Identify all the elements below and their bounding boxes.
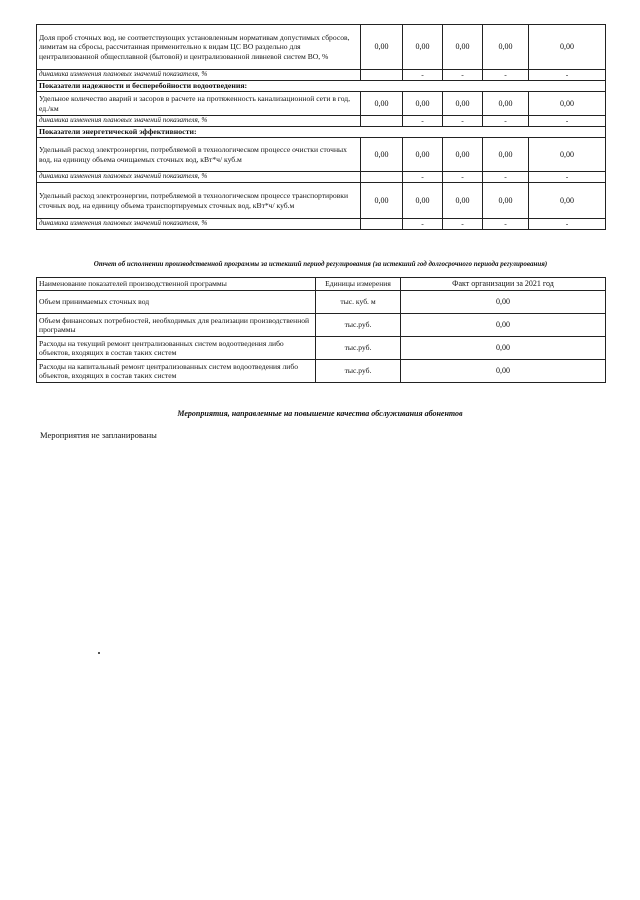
table-row (37, 172, 606, 183)
indicators-table (36, 24, 606, 230)
dynamics-value: - (483, 172, 529, 183)
dynamics-value: - (483, 116, 529, 127)
table-row (37, 314, 606, 337)
dynamics-value: - (529, 219, 606, 230)
dynamics-label: динамика изменения плановых значений показателя, % (37, 172, 361, 183)
dynamics-value (361, 172, 403, 183)
table-row (37, 25, 606, 70)
dynamics-value: - (443, 219, 483, 230)
report-row-name: Объем финансовых потребностей, необходимых для реализации производственной программы (37, 314, 316, 337)
dynamics-value: - (403, 116, 443, 127)
dynamics-value (361, 116, 403, 127)
indicator-value: 0,00 (443, 25, 483, 70)
dynamics-value (361, 70, 403, 81)
section-heading: Показатели энергетической эффективности: (37, 127, 606, 138)
indicator-value: 0,00 (443, 92, 483, 116)
indicator-value: 0,00 (529, 92, 606, 116)
table-row (37, 127, 606, 138)
table-row (37, 183, 606, 219)
indicator-value: 0,00 (443, 138, 483, 172)
indicator-value: 0,00 (361, 183, 403, 219)
indicator-value: 0,00 (403, 138, 443, 172)
report-row-value: 0,00 (401, 337, 606, 360)
table-row (37, 92, 606, 116)
dynamics-value: - (529, 172, 606, 183)
table-row (37, 81, 606, 92)
table-header-row (37, 278, 606, 291)
report-row-name: Расходы на капитальный ремонт централизованных систем водоотведения либо объектов, входящих в состав таких систем (37, 360, 316, 383)
report-title: Отчет об исполнении производственной программы за истекший период регулирования (за истекший год долгосрочного периода регулирования) (93, 260, 548, 268)
dynamics-label: динамика изменения плановых значений показателя, % (37, 116, 361, 127)
report-row-value: 0,00 (401, 360, 606, 383)
dynamics-value: - (403, 70, 443, 81)
dynamics-value: - (483, 219, 529, 230)
dynamics-value: - (529, 116, 606, 127)
dynamics-value: - (483, 70, 529, 81)
measures-title: Мероприятия, направленные на повышение качества обслуживания абонентов (177, 409, 463, 418)
dynamics-value (361, 219, 403, 230)
table-row (37, 219, 606, 230)
report-row-unit: тыс. куб. м (316, 291, 401, 314)
indicator-value: 0,00 (403, 25, 443, 70)
dynamics-value: - (443, 70, 483, 81)
indicator-label: Удельный расход электроэнергии, потребляемой в технологическом процессе транспортировки сточных вод, на единицу объема транспортируемых сточных вод, кВт*ч/ куб.м (37, 183, 361, 219)
report-table (36, 277, 606, 383)
indicator-value: 0,00 (403, 92, 443, 116)
dynamics-value: - (403, 219, 443, 230)
measures-text: Мероприятия не запланированы (40, 430, 157, 440)
indicator-value: 0,00 (361, 138, 403, 172)
dynamics-value: - (443, 172, 483, 183)
section-heading: Показатели надежности и бесперебойности водоотведения: (37, 81, 606, 92)
indicator-value: 0,00 (529, 25, 606, 70)
indicator-value: 0,00 (361, 25, 403, 70)
dynamics-value: - (443, 116, 483, 127)
dynamics-label: динамика изменения плановых значений показателя, % (37, 219, 361, 230)
indicator-value: 0,00 (483, 183, 529, 219)
report-row-name: Объем принимаемых сточных вод (37, 291, 316, 314)
indicator-value: 0,00 (361, 92, 403, 116)
indicator-value: 0,00 (529, 138, 606, 172)
table-row (37, 70, 606, 81)
dynamics-label: динамика изменения плановых значений показателя, % (37, 70, 361, 81)
report-row-unit: тыс.руб. (316, 337, 401, 360)
dynamics-value: - (403, 172, 443, 183)
report-row-name: Расходы на текущий ремонт централизованных систем водоотведения либо объектов, входящих в состав таких систем (37, 337, 316, 360)
indicator-value: 0,00 (483, 92, 529, 116)
column-header-fact: Факт организации за 2021 год (401, 278, 606, 291)
table-row (37, 138, 606, 172)
table-row (37, 337, 606, 360)
table-row (37, 360, 606, 383)
report-row-unit: тыс.руб. (316, 360, 401, 383)
indicator-label: Доля проб сточных вод, не соответствующих установленным нормативам допустимых сбросов, лимитам на сбросы, рассчитанная применительно к видам ЦС ВО раздельно для централизованной общесплавной (бытовой) и централизованной ливневой систем ВО, % (37, 25, 361, 70)
indicator-value: 0,00 (443, 183, 483, 219)
report-row-value: 0,00 (401, 291, 606, 314)
scan-speck (98, 652, 100, 654)
indicator-label: Удельный расход электроэнергии, потребляемой в технологическом процессе очистки сточных вод, на единицу объема очищаемых сточных вод, кВт*ч/ куб.м (37, 138, 361, 172)
indicator-value: 0,00 (483, 25, 529, 70)
column-header-name: Наименование показателей производственной программы (37, 278, 316, 291)
table-row (37, 291, 606, 314)
indicator-value: 0,00 (483, 138, 529, 172)
indicator-label: Удельное количество аварий и засоров в расчете на протяженность канализационной сети в год, ед./км (37, 92, 361, 116)
dynamics-value: - (529, 70, 606, 81)
column-header-unit: Единицы измерения (316, 278, 401, 291)
report-row-value: 0,00 (401, 314, 606, 337)
table-row (37, 116, 606, 127)
report-row-unit: тыс.руб. (316, 314, 401, 337)
indicator-value: 0,00 (403, 183, 443, 219)
indicator-value: 0,00 (529, 183, 606, 219)
